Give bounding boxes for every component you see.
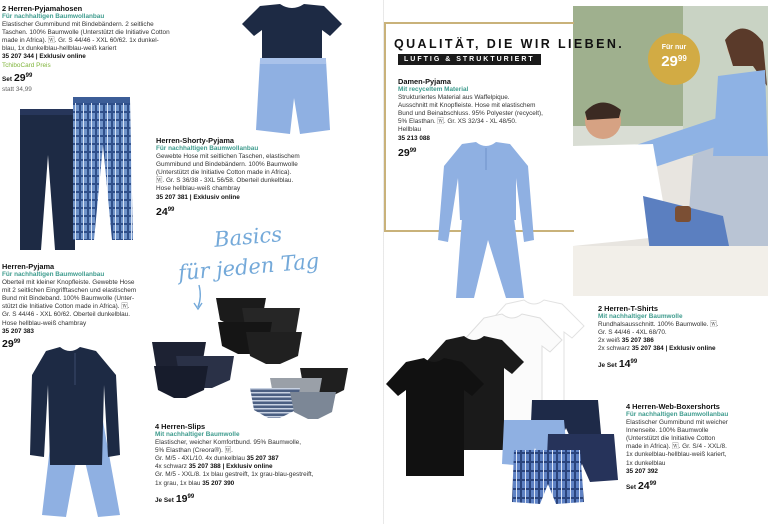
article-number: 35 207 392 bbox=[626, 467, 658, 475]
price: $29^{99}$ bbox=[398, 146, 417, 159]
product-desc: Elastischer Gummibund mit Bindebändern. 2 seitliche bbox=[2, 21, 154, 29]
product-desc: Gr. S 44/46 - XXL 60/62. Oberteil dunkelblau. bbox=[2, 311, 131, 319]
product-desc: Bund mit Bindeband. 100% Baumwolle (Unter- bbox=[2, 295, 135, 303]
product-desc: Ausschnitt mit Knopfleiste. Hose mit elastischem bbox=[398, 102, 536, 110]
product-slips bbox=[155, 422, 380, 507]
product-desc: 1x grau, 1x blau 35 207 390 bbox=[155, 479, 235, 487]
product-shorty-pyjama bbox=[156, 136, 336, 219]
eco-label: Mit nachhaltiger Baumwolle bbox=[598, 313, 683, 320]
product-desc: Gewebte Hose mit seitlichen Taschen, elastischem bbox=[156, 153, 300, 161]
product-boxershorts bbox=[626, 402, 768, 494]
subheadline: LUFTIG & STRUKTURIERT bbox=[398, 54, 541, 65]
product-desc: 5% Elasthan. 🅆. Gr. XS 32/34 - XL 48/50. bbox=[398, 118, 517, 126]
damen-pyjama-image bbox=[436, 140, 536, 300]
pyjama-pants-image bbox=[15, 95, 135, 255]
promo-label: TchiboCard Preis bbox=[2, 61, 51, 69]
product-desc: Elastischer, weicher Komfortbund. 95% Baumwolle, bbox=[155, 439, 301, 447]
gold-frame-left bbox=[384, 22, 386, 230]
product-desc: Elastischer Gummibund mit weicher bbox=[626, 419, 728, 427]
eco-label: Für nachhaltigen Baumwollanbau bbox=[626, 411, 729, 418]
article-number: 35 207 381 | Exklusiv online bbox=[156, 193, 240, 201]
product-desc: 2x weiß 35 207 386 bbox=[598, 337, 654, 345]
product-desc: Rundhalsausschnitt. 100% Baumwolle. 🅆. bbox=[598, 321, 719, 329]
catalog-page-right bbox=[384, 0, 768, 524]
product-desc: Strukturiertes Material aus Waffelpique. bbox=[398, 94, 510, 102]
product-desc: made in Africa). 🅆. Gr. S/4 - XXL/8. bbox=[626, 443, 727, 451]
product-title: 4 Herren-Web-Boxershorts bbox=[626, 402, 720, 411]
product-desc: 5% Elasthan (Creora®). 🅆. bbox=[155, 447, 233, 455]
shorty-pyjama-image bbox=[240, 2, 345, 140]
price-badge: Für nur $29^{99}$ bbox=[648, 33, 700, 85]
eco-label: Für nachhaltigen Baumwollanbau bbox=[2, 271, 105, 278]
product-desc: Gr. M/5 - 4XL/10. 4x dunkelblau 35 207 387 bbox=[155, 455, 279, 463]
product-title: 2 Herren-Pyjamahosen bbox=[2, 4, 83, 13]
script-headline-basics: Basics bbox=[213, 222, 283, 252]
product-desc: (Unterstützt die Initiative Cotton bbox=[626, 435, 716, 443]
article-number: 35 207 383 bbox=[2, 327, 34, 335]
product-title: 2 Herren-T-Shirts bbox=[598, 304, 658, 313]
product-desc: Innenseite. 100% Baumwolle bbox=[626, 427, 709, 435]
product-title: Damen-Pyjama bbox=[398, 77, 451, 86]
price: Je Set $14^{99}$ bbox=[598, 358, 638, 371]
eco-label: Mit recyceltem Material bbox=[398, 86, 469, 93]
product-desc: 🅆. Gr. S 36/38 - 3XL 56/58. Oberteil dunkelblau. bbox=[156, 177, 294, 185]
product-desc: Oberteil mit kleiner Knopfleiste. Gewebte Hose bbox=[2, 279, 135, 287]
product-desc: Gr. S 44/46 - 4XL 68/70. bbox=[598, 329, 667, 337]
product-desc: Taschen. 100% Baumwolle (Unterstützt die Initiative Cotton bbox=[2, 29, 170, 37]
product-desc: Hose hellblau-weiß chambray bbox=[156, 185, 241, 193]
price: Je Set $19^{99}$ bbox=[155, 492, 195, 505]
boxershorts-image bbox=[502, 398, 622, 506]
product-title: Herren-Pyjama bbox=[2, 262, 55, 271]
product-desc: 1x dunkelblau bbox=[626, 459, 666, 467]
product-desc: Bund und Beinabschluss. 95% Polyester (recycelt), bbox=[398, 110, 543, 118]
product-title: Herren-Shorty-Pyjama bbox=[156, 136, 235, 145]
product-desc: 2x schwarz 35 207 384 | Exklusiv online bbox=[598, 345, 716, 353]
herren-pyjama-image bbox=[20, 345, 140, 523]
product-desc: mit 2 seitlichen Eingrifftaschen und elastischem bbox=[2, 287, 137, 295]
product-desc: blau, 1x dunkelblau-hellblau-weiß kariert bbox=[2, 45, 117, 53]
article-number: 35 213 088 bbox=[398, 134, 430, 142]
gold-frame-top bbox=[384, 22, 574, 24]
headline: QUALITÄT, DIE WIR LIEBEN. bbox=[394, 37, 625, 51]
product-desc: 1x dunkelblau-hellblau-weiß kariert, bbox=[626, 451, 727, 459]
eco-label: Für nachhaltigen Baumwollanbau bbox=[156, 145, 259, 152]
product-title: 4 Herren-Slips bbox=[155, 422, 206, 431]
product-desc: 4x schwarz 35 207 388 | Exklusiv online bbox=[155, 463, 273, 471]
price: Set $24^{99}$ bbox=[626, 479, 657, 492]
product-desc: Gummibund und Bindebändern. 100% Baumwolle bbox=[156, 161, 298, 169]
product-desc: Hose hellblau-weiß chambray bbox=[2, 319, 87, 327]
product-desc: (Unterstützt die Initiative Cotton made in Africa). bbox=[156, 169, 292, 177]
article-number: 35 207 344 | Exklusiv online bbox=[2, 53, 86, 61]
product-herren-pyjama bbox=[2, 262, 152, 351]
script-headline-everyday: für jeden Tag bbox=[177, 248, 321, 286]
price: $24^{99}$ bbox=[156, 205, 175, 218]
price: Set $29^{99}$ bbox=[2, 71, 33, 84]
product-pyjamahosen bbox=[2, 4, 202, 94]
product-desc: Hellblau bbox=[398, 126, 422, 134]
product-tshirts bbox=[598, 304, 768, 372]
eco-label: Mit nachhaltiger Baumwolle bbox=[155, 431, 240, 438]
slips-image bbox=[150, 292, 350, 422]
product-desc: made in Africa). 🅆. Gr. S 44/46 - XXL 60/62. 1x dunkel- bbox=[2, 37, 159, 45]
product-desc: stützt die Initiative Cotton made in Africa). 🅆. bbox=[2, 303, 130, 311]
price: $29^{99}$ bbox=[2, 337, 21, 350]
product-desc: Gr. M/5 - XXL/8. 1x blau gestreift, 1x grau-blau-gestreift, bbox=[155, 471, 314, 479]
old-price: statt 34,99 bbox=[2, 85, 32, 93]
eco-label: Für nachhaltigen Baumwollanbau bbox=[2, 13, 105, 20]
